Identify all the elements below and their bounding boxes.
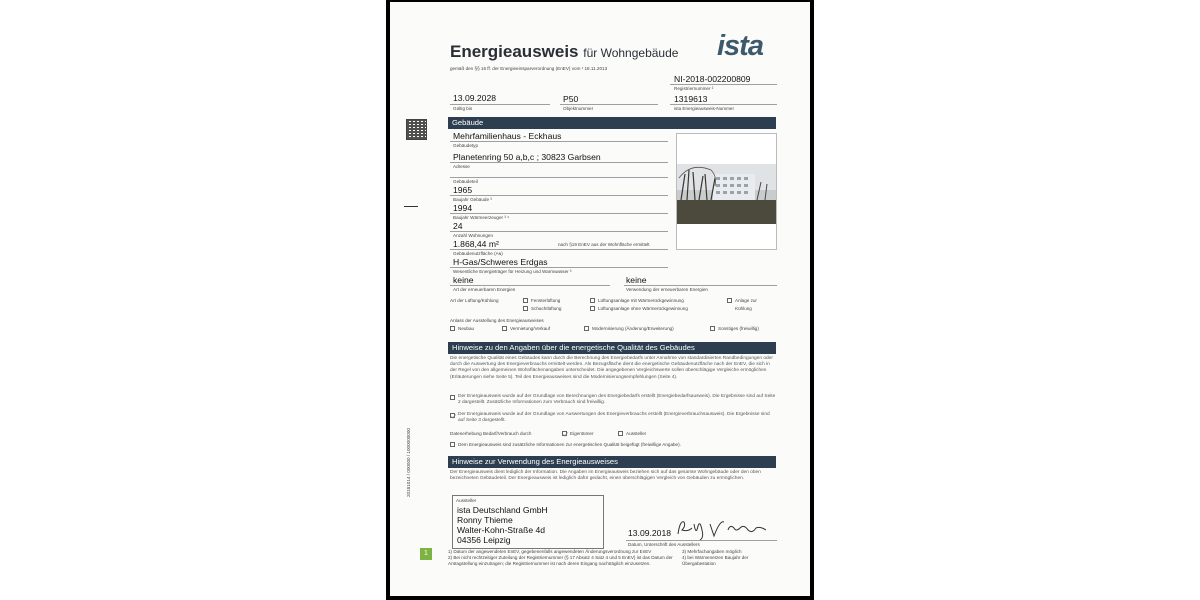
quality-paragraph: Die energetische Qualität eines Gebäudes kann durch die Berechnung des Energiebedarfs unter Annahme von standardisierten Randbedingungen oder durch die Auswertung des Energieverbrauchs ermittelt werden. Als Bezugsfläche dient die energetische Gebäudenutzfläche nach der EnEV, die sich in der Regel von den allgemeinen Wohnflächenangaben unterscheidet. Die angegebenen Vergleichswerte sollen überschlägige Vergleiche ermöglichen (Erläuterungen siehe Seite 5). Teil des Energieausweises sind die Modernisierungsempfehlungen (Seite 4). (450, 356, 773, 380)
document-page (390, 2, 810, 596)
registration-number: NI-2018-002200809 (674, 74, 751, 84)
footnote-2: 2) Bei nicht rechtzeitiger Zuteilung der Registriernummer (§ 17 Absatz 4 Satz 4 und 5 EnEV) ist das Datum der (448, 555, 673, 560)
valid-until-label: Gültig bis (453, 106, 473, 111)
checkbox-demand-certificate[interactable] (450, 395, 455, 400)
floor-area-note: nach §19 EnEV aus der Wohnfläche ermittelt (558, 242, 650, 247)
checkbox-shaft-ventilation[interactable] (523, 306, 528, 311)
ista-number-label: ista Energieausweis-Nummer (674, 106, 734, 111)
option-ventilation-with-recovery: Lüftungsanlage mit Wärmerückgewinnung (598, 298, 684, 303)
footnote-3: 3) Mehrfachangaben möglich (682, 549, 742, 554)
signature (674, 514, 778, 542)
issuer-label: Aussteller (456, 498, 477, 503)
address-label: Adresse (453, 164, 470, 169)
option-issuer: Aussteller (626, 431, 647, 436)
option-new-build: Neubau (458, 326, 475, 331)
issuer-street: Walter-Kohn-Straße 4d (457, 525, 546, 535)
footnote-4: 4) bei Wärmenetzen Baujahr der (682, 555, 749, 560)
document-subtitle: gemäß den §§ 16 ff. der Energieeinsparverordnung (EnEV) vom ¹ 18.11.2013 (450, 66, 608, 71)
building-type-value: Mehrfamilienhaus - Eckhaus (453, 131, 562, 141)
check-icon (451, 414, 456, 419)
object-number-label: Objektnummer (563, 106, 594, 111)
ista-number-value: 1319613 (674, 94, 708, 104)
energy-carrier-label: Wesentliche Energieträger für Heizung und Warmwasser ³ (453, 269, 572, 274)
occasion-label: Anlass der Ausstellung des Energieausweises (450, 318, 544, 323)
footnote-2b: Antragstellung einzutragen; die Registriernummer ist nach deren Eingang nachträglich einzusetzen. (448, 561, 651, 566)
section-hinweise-qualitaet: Hinweise zu den Angaben über die energetische Qualität des Gebäudes (448, 342, 776, 354)
option-shaft-ventilation: Schachtlüftung (531, 306, 562, 311)
checkbox-issuer[interactable] (618, 431, 623, 436)
building-photo (676, 133, 777, 250)
construction-year-value: 1965 (453, 185, 473, 195)
floor-area-value: 1.868,44 m² (453, 239, 499, 249)
checkbox-new-build[interactable] (450, 326, 455, 331)
issuer-person: Ronny Thieme (457, 515, 513, 525)
checkbox-consumption-certificate[interactable] (450, 413, 455, 418)
data-collection-label: Datenerhebung Bedarf/Verbrauch durch (450, 431, 532, 436)
option-demand-certificate: Der Energieausweis wurde auf der Grundlage von Berechnungen des Energiebedarfs erstellt (Energiebedarfsausweis). Die Ergebnisse sind auf Seite 2 dargestellt. Zusätzliche Informationen zum Verbrauch sind freiwillig. (458, 394, 776, 406)
checkbox-extra-info[interactable] (450, 442, 455, 447)
renewables-type-label: Art der erneuerbaren Energien (453, 287, 516, 292)
checkbox-ventilation-without-recovery[interactable] (590, 306, 595, 311)
option-consumption-certificate: Der Energieausweis wurde auf der Grundlage von Auswertungen des Energieverbrauchs erstellt (Energieverbrauchsausweis). Die Ergebnisse sind auf Seite 3 dargestellt. (458, 412, 770, 424)
address-value: Planetenring 50 a,b,c ; 30823 Garbsen (453, 152, 601, 162)
valid-until-value: 13.09.2028 (453, 93, 497, 103)
checkbox-ventilation-with-recovery[interactable] (590, 298, 595, 303)
page-number-badge: 1 (420, 548, 432, 560)
registration-label: Registriernummer ² (674, 86, 714, 91)
heater-year-label: Baujahr Wärmeerzeuger ³ ⁴ (453, 215, 510, 220)
qr-code (406, 119, 427, 140)
checkbox-cooling[interactable] (727, 298, 732, 303)
option-cooling-2: Kühlung (735, 306, 752, 311)
margin-mark (404, 206, 418, 207)
building-type-label: Gebäudetyp (453, 143, 479, 148)
issuer-box (452, 495, 604, 549)
date-signature-label: Datum, Unterschrift des Ausstellers (628, 542, 700, 547)
option-other: Sonstiges (freiwillig) (718, 326, 759, 331)
checkbox-other[interactable] (710, 326, 715, 331)
checkbox-window-ventilation[interactable] (523, 298, 528, 303)
section-gebaeude: Gebäude (448, 117, 776, 129)
checkbox-owner[interactable] (562, 431, 567, 436)
option-rent-sale: Vermietung/Verkauf (510, 326, 551, 331)
document-title: Energieausweis für Wohngebäude (450, 42, 679, 61)
option-cooling-1: Anlage zur (735, 298, 757, 303)
renewables-use-label: Verwendung der erneuerbaren Energien (626, 287, 708, 292)
issuer-city: 04356 Leipzig (457, 535, 511, 545)
building-photo-image (677, 134, 776, 249)
issuer-company: ista Deutschland GmbH (457, 505, 548, 515)
ista-logo: ista (717, 30, 763, 62)
issue-date: 13.09.2018 (628, 528, 672, 538)
side-code: 20181014 / 000000 / 1000000000 (406, 428, 411, 497)
renewables-use-value: keine (626, 275, 647, 285)
checkbox-modernisation[interactable] (584, 326, 589, 331)
renewables-type-value: keine (453, 275, 474, 285)
option-modernisation: Modernisierung (Änderung/Erweiterung) (592, 326, 674, 331)
floor-area-label: Gebäudenutzfläche (Aɴ) (453, 251, 503, 256)
option-ventilation-without-recovery: Lüftungsanlage ohne Wärmerückgewinnung (598, 306, 688, 311)
footnote-4b: Übergabestation (682, 561, 716, 566)
construction-year-label: Baujahr Gebäude ³ (453, 197, 492, 202)
extra-info-text: Dem Energieausweis sind zusätzliche Informationen zur energetischen Qualität beigefügt (freiwillige Angabe). (458, 442, 681, 447)
object-number-value: P50 (563, 94, 579, 104)
checkbox-rent-sale[interactable] (502, 326, 507, 331)
option-window-ventilation: Fensterlüftung (531, 298, 561, 303)
energy-carrier-value: H-Gas/Schweres Erdgas (453, 257, 548, 267)
section-hinweise-verwendung: Hinweise zur Verwendung des Energieausweises (448, 456, 776, 468)
ventilation-label: Art der Lüftung/Kühlung (450, 298, 499, 303)
footnote-1: 1) Datum der angewendeten EnEV, gegebenenfalls angewendeten Änderungsverordnung zur EnEV (448, 549, 652, 554)
apartments-value: 24 (453, 221, 463, 231)
option-owner: Eigentümer (570, 431, 594, 436)
building-part-label: Gebäudeteil (453, 179, 478, 184)
usage-paragraph: Der Energieausweis dient lediglich der Information. Die Angaben im Energieausweis beziehen sich auf das gesamte Wohngebäude oder den oben bezeichneten Gebäudeteil. Der Energieausweis ist lediglich dafür gedacht, einen überschlägigen Vergleich von Gebäuden zu ermöglichen. (450, 470, 761, 482)
apartments-label: Anzahl Wohnungen (453, 233, 494, 238)
heater-year-value: 1994 (453, 203, 473, 213)
check-icon (563, 432, 568, 437)
